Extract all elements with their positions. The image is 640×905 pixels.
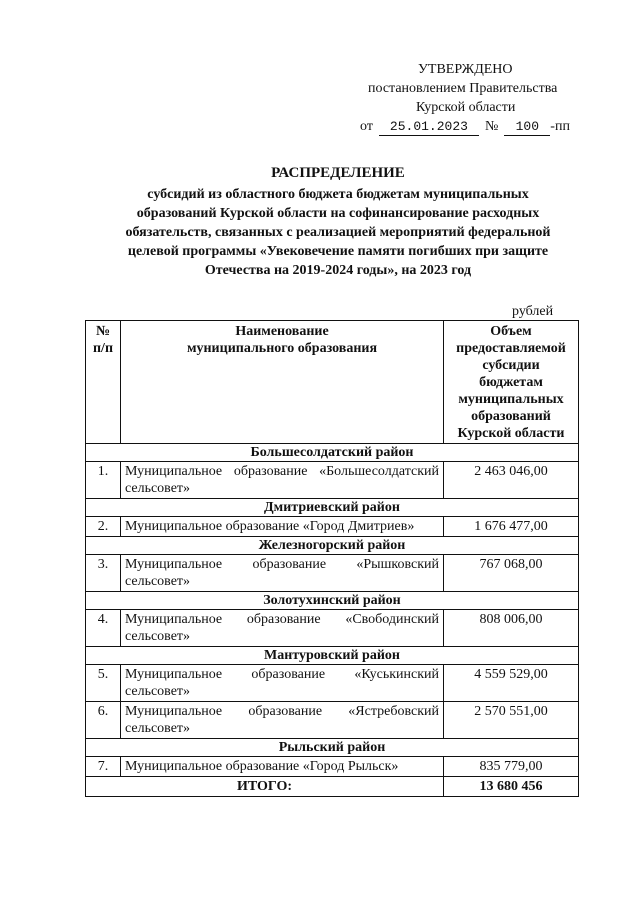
row-name: Муниципальное образование «Большесолдатский сельсовет» [121, 462, 444, 499]
table-row [86, 665, 579, 702]
row-number: 4. [86, 610, 121, 647]
district-name: Железногорский район [86, 537, 579, 555]
row-number: 1. [86, 462, 121, 499]
row-amount: 2 463 046,00 [444, 462, 579, 499]
district-row [86, 499, 579, 517]
district-name: Дмитриевский район [86, 499, 579, 517]
district-row [86, 444, 579, 462]
row-number: 7. [86, 757, 121, 777]
approval-stamp [360, 60, 582, 136]
row-name: Муниципальное образование «Город Рыльск» [121, 757, 444, 777]
header-number: № п/п [86, 321, 121, 444]
row-number: 3. [86, 555, 121, 592]
approval-date-number-line [360, 117, 582, 136]
row-name: Муниципальное образование «Свободинский сельсовет» [121, 610, 444, 647]
approval-by-decree: постановлением Правительства [368, 81, 558, 96]
total-row [86, 777, 579, 797]
table-row [86, 555, 579, 592]
district-name: Большесолдатский район [86, 444, 579, 462]
row-name: Муниципальное образование «Рышковский сельсовет» [121, 555, 444, 592]
row-name: Муниципальное образование «Город Дмитриев» [121, 517, 444, 537]
district-name: Золотухинский район [86, 592, 579, 610]
approval-number-label: № [484, 119, 499, 134]
row-amount: 2 570 551,00 [444, 702, 579, 739]
approval-approved: УТВЕРЖДЕНО [418, 62, 513, 77]
row-amount: 4 559 529,00 [444, 665, 579, 702]
table-body [86, 444, 579, 797]
title-line: образований Курской области на софинансирование расходных [136, 206, 540, 221]
header-amount: Объем предоставляемой субсидии бюджетам муниципальных образований Курской области [444, 321, 579, 444]
district-name: Мантуровский район [86, 647, 579, 665]
row-amount: 808 006,00 [444, 610, 579, 647]
table-row [86, 757, 579, 777]
title-heading: РАСПРЕДЕЛЕНИЕ [271, 165, 405, 181]
district-row [86, 537, 579, 555]
title-line: целевой программы «Увековечение памяти погибших при защите [127, 244, 549, 259]
approval-from-label: от [360, 119, 373, 134]
row-amount: 767 068,00 [444, 555, 579, 592]
row-number: 5. [86, 665, 121, 702]
row-number: 6. [86, 702, 121, 739]
row-amount: 1 676 477,00 [444, 517, 579, 537]
currency-unit: рублей [512, 304, 554, 319]
district-name: Рыльский район [86, 739, 579, 757]
district-row [86, 647, 579, 665]
distribution-table [85, 320, 579, 797]
document-title [88, 164, 588, 280]
approval-number: 100 [504, 119, 550, 136]
district-row [86, 739, 579, 757]
total-label: ИТОГО: [86, 777, 444, 797]
table-header-row [86, 321, 579, 444]
total-amount: 13 680 456 [444, 777, 579, 797]
approval-date: 25.01.2023 [379, 119, 479, 136]
row-number: 2. [86, 517, 121, 537]
header-name: Наименование муниципального образования [121, 321, 444, 444]
table-row [86, 702, 579, 739]
table-row [86, 517, 579, 537]
approval-number-suffix: -пп [550, 119, 570, 134]
district-row [86, 592, 579, 610]
table-row [86, 462, 579, 499]
title-line: Отечества на 2019-2024 годы», на 2023 год [204, 263, 472, 278]
title-line: обязательств, связанных с реализацией мероприятий федеральной [125, 225, 551, 240]
table-row [86, 610, 579, 647]
row-name: Муниципальное образование «Ястребовский сельсовет» [121, 702, 444, 739]
approval-region: Курской области [416, 100, 516, 115]
row-amount: 835 779,00 [444, 757, 579, 777]
row-name: Муниципальное образование «Куськинский сельсовет» [121, 665, 444, 702]
title-line: субсидий из областного бюджета бюджетам муниципальных [147, 187, 529, 202]
